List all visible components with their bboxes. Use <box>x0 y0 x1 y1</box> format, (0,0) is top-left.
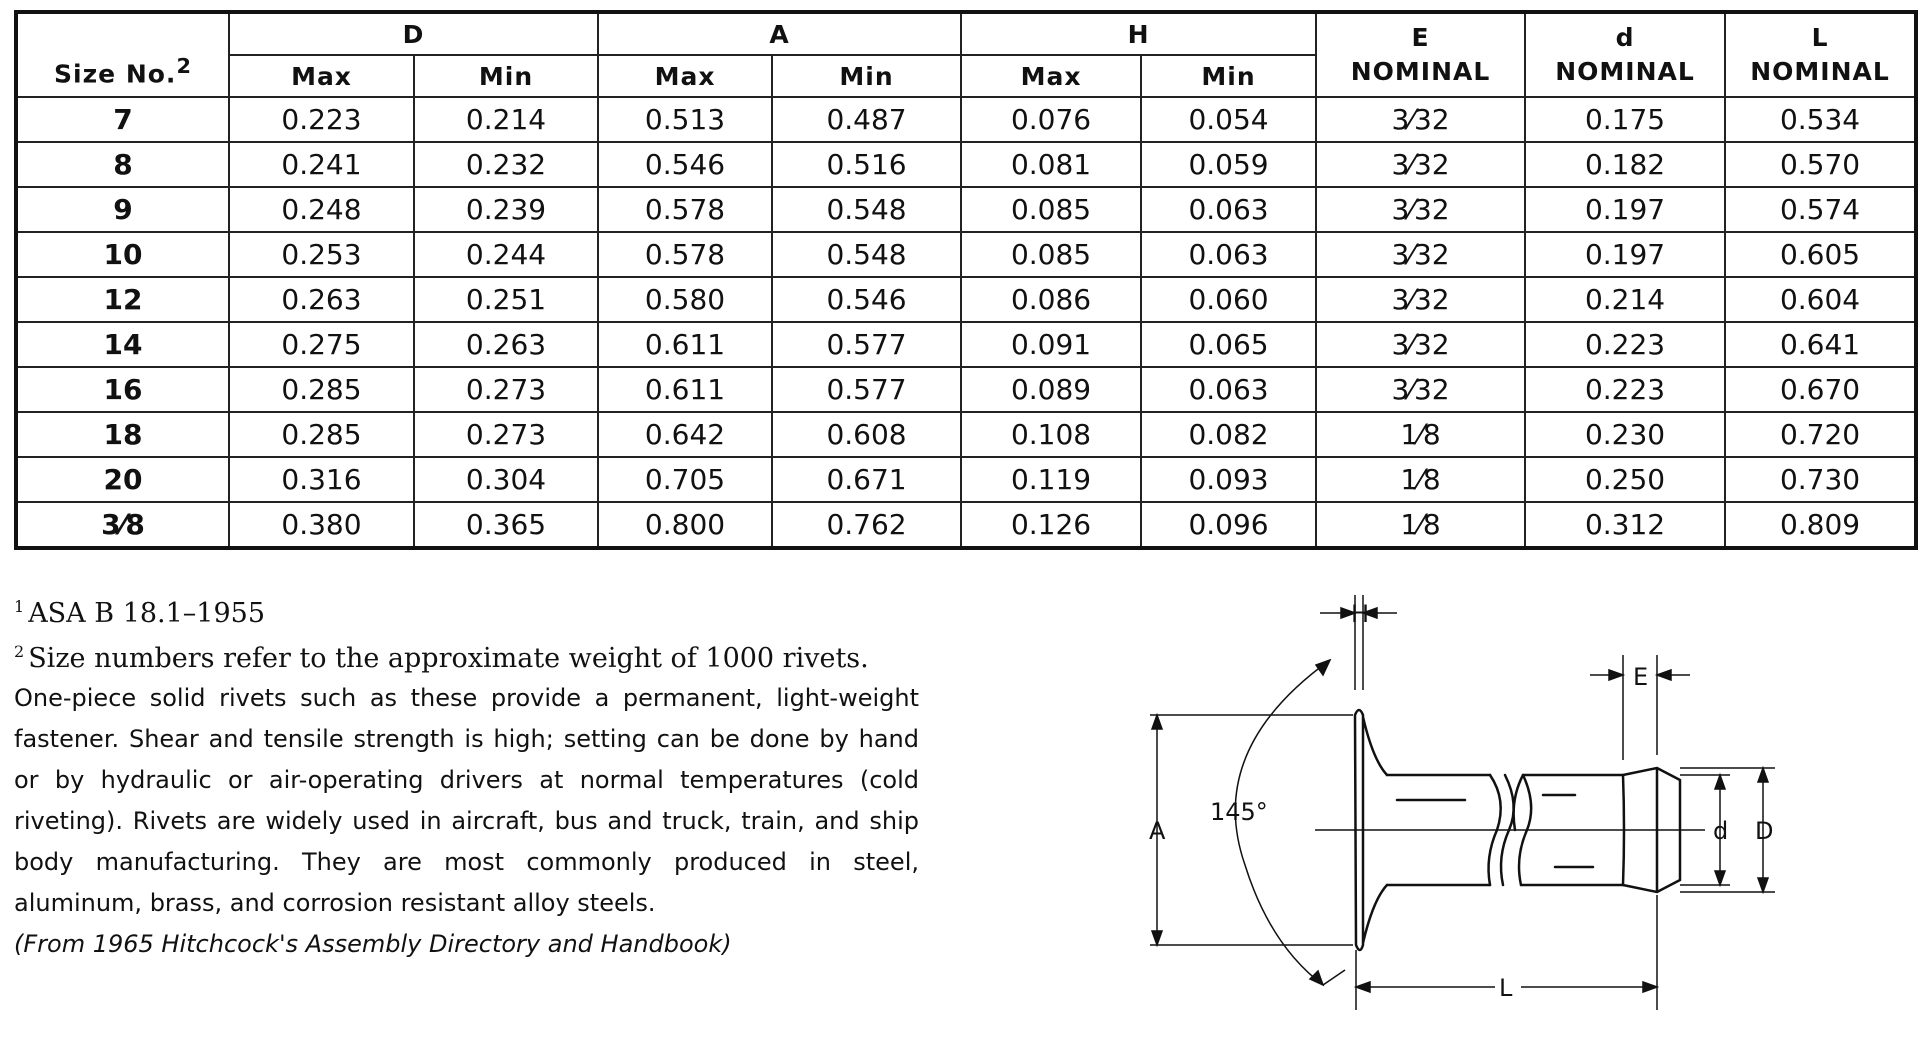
A-min-header: Min <box>772 55 961 97</box>
label-d: d <box>1713 817 1729 845</box>
group-header-A: A <box>598 12 961 55</box>
cell-h-min: 0.060 <box>1141 277 1316 322</box>
cell-d-nominal: 0.223 <box>1525 322 1725 367</box>
cell-l-nominal: 0.670 <box>1725 367 1916 412</box>
source-citation: (From 1965 Hitchcock's Assembly Directory and Handbook) <box>14 930 732 958</box>
label-L: L <box>1499 974 1513 1002</box>
cell-h-min: 0.054 <box>1141 97 1316 142</box>
footnote-2-marker: 2 <box>176 53 192 78</box>
cell-a-max: 0.642 <box>598 412 772 457</box>
cell-size: 8 <box>16 142 229 187</box>
cell-l-nominal: 0.534 <box>1725 97 1916 142</box>
cell-d-nominal: 0.197 <box>1525 187 1725 232</box>
rivet-diagram <box>1135 595 1775 1015</box>
rivet-description: One-piece solid rivets such as these provide a permanent, light-weight fastener. Shear and tensile strength is high; setting can be done by hand or by hydraulic or air-operating drivers at normal temperatures (cold riveting). Rivets are widely used in aircraft, bus and truck, train, and ship body manufacturing. They are most commonly produced in steel, aluminum, brass, and corrosion resistant alloy steels. <box>14 684 919 917</box>
cell-e-nominal: 3⁄32 <box>1316 232 1525 277</box>
cell-h-max: 0.108 <box>961 412 1141 457</box>
table-row <box>16 502 1916 548</box>
cell-d-min: 0.239 <box>414 187 598 232</box>
header-E-word: NOMINAL <box>1350 57 1491 86</box>
group-header-D: D <box>229 12 598 55</box>
label-H: H <box>1351 600 1370 628</box>
table-body <box>16 97 1916 548</box>
cell-a-max: 0.705 <box>598 457 772 502</box>
rivet-dimensions-table-wrapper <box>14 10 1914 550</box>
A-max-header: Max <box>598 55 772 97</box>
cell-a-min: 0.548 <box>772 187 961 232</box>
cell-size: 10 <box>16 232 229 277</box>
cell-d-max: 0.285 <box>229 412 414 457</box>
cell-d-min: 0.273 <box>414 412 598 457</box>
footnote-1 <box>14 588 919 633</box>
cell-e-nominal: 3⁄32 <box>1316 97 1525 142</box>
D-min-header: Min <box>414 55 598 97</box>
cell-size: 20 <box>16 457 229 502</box>
notes-block <box>14 588 919 964</box>
cell-h-max: 0.086 <box>961 277 1141 322</box>
cell-a-max: 0.513 <box>598 97 772 142</box>
cell-d-min: 0.273 <box>414 367 598 412</box>
cell-a-max: 0.611 <box>598 322 772 367</box>
label-D: D <box>1755 817 1774 845</box>
cell-l-nominal: 0.605 <box>1725 232 1916 277</box>
cell-a-min: 0.608 <box>772 412 961 457</box>
header-d-nominal <box>1525 12 1725 97</box>
cell-a-max: 0.580 <box>598 277 772 322</box>
cell-a-min: 0.548 <box>772 232 961 277</box>
table-row <box>16 412 1916 457</box>
table-row <box>16 457 1916 502</box>
header-L-nominal <box>1725 12 1916 97</box>
rivet-dimensions-table <box>14 10 1918 550</box>
cell-h-min: 0.096 <box>1141 502 1316 548</box>
cell-size: 18 <box>16 412 229 457</box>
H-min-header: Min <box>1141 55 1316 97</box>
table-row <box>16 232 1916 277</box>
footnote-2 <box>14 633 919 678</box>
cell-d-min: 0.304 <box>414 457 598 502</box>
cell-d-nominal: 0.250 <box>1525 457 1725 502</box>
cell-h-max: 0.091 <box>961 322 1141 367</box>
cell-a-max: 0.546 <box>598 142 772 187</box>
cell-h-max: 0.126 <box>961 502 1141 548</box>
cell-h-min: 0.063 <box>1141 187 1316 232</box>
cell-h-min: 0.093 <box>1141 457 1316 502</box>
cell-e-nominal: 3⁄32 <box>1316 367 1525 412</box>
table-row <box>16 142 1916 187</box>
cell-h-max: 0.119 <box>961 457 1141 502</box>
cell-a-min: 0.577 <box>772 367 961 412</box>
cell-size: 14 <box>16 322 229 367</box>
header-d-letter: d <box>1615 23 1635 52</box>
label-angle: 145° <box>1210 798 1268 826</box>
H-max-header: Max <box>961 55 1141 97</box>
cell-d-max: 0.223 <box>229 97 414 142</box>
cell-h-max: 0.089 <box>961 367 1141 412</box>
label-A: A <box>1149 817 1166 845</box>
cell-h-min: 0.063 <box>1141 232 1316 277</box>
cell-h-max: 0.085 <box>961 232 1141 277</box>
cell-size: 12 <box>16 277 229 322</box>
cell-d-max: 0.248 <box>229 187 414 232</box>
cell-d-nominal: 0.175 <box>1525 97 1725 142</box>
cell-a-min: 0.516 <box>772 142 961 187</box>
cell-d-max: 0.263 <box>229 277 414 322</box>
header-d-word: NOMINAL <box>1555 57 1695 86</box>
cell-h-min: 0.082 <box>1141 412 1316 457</box>
table-row <box>16 367 1916 412</box>
cell-d-min: 0.214 <box>414 97 598 142</box>
cell-d-min: 0.263 <box>414 322 598 367</box>
cell-l-nominal: 0.574 <box>1725 187 1916 232</box>
header-L-letter: L <box>1811 23 1829 52</box>
cell-d-max: 0.316 <box>229 457 414 502</box>
cell-l-nominal: 0.730 <box>1725 457 1916 502</box>
table-row <box>16 97 1916 142</box>
cell-h-min: 0.059 <box>1141 142 1316 187</box>
table-row <box>16 322 1916 367</box>
cell-d-max: 0.285 <box>229 367 414 412</box>
header-E-nominal <box>1316 12 1525 97</box>
cell-a-max: 0.611 <box>598 367 772 412</box>
cell-a-min: 0.546 <box>772 277 961 322</box>
cell-d-max: 0.241 <box>229 142 414 187</box>
cell-e-nominal: 3⁄32 <box>1316 322 1525 367</box>
cell-d-nominal: 0.223 <box>1525 367 1725 412</box>
table-row <box>16 277 1916 322</box>
table-row <box>16 187 1916 232</box>
cell-h-max: 0.081 <box>961 142 1141 187</box>
size-no-header <box>16 12 229 97</box>
cell-h-max: 0.076 <box>961 97 1141 142</box>
cell-e-nominal: 3⁄32 <box>1316 142 1525 187</box>
cell-size: 9 <box>16 187 229 232</box>
cell-l-nominal: 0.604 <box>1725 277 1916 322</box>
cell-size: 3⁄8 <box>16 502 229 548</box>
cell-a-max: 0.800 <box>598 502 772 548</box>
label-E: E <box>1633 663 1649 691</box>
cell-l-nominal: 0.720 <box>1725 412 1916 457</box>
footnote-2-number: 2 <box>14 642 25 661</box>
cell-d-max: 0.380 <box>229 502 414 548</box>
cell-d-nominal: 0.197 <box>1525 232 1725 277</box>
cell-d-min: 0.251 <box>414 277 598 322</box>
header-L-word: NOMINAL <box>1750 57 1890 86</box>
cell-l-nominal: 0.809 <box>1725 502 1916 548</box>
cell-l-nominal: 0.570 <box>1725 142 1916 187</box>
cell-d-nominal: 0.182 <box>1525 142 1725 187</box>
cell-a-max: 0.578 <box>598 232 772 277</box>
cell-a-min: 0.577 <box>772 322 961 367</box>
cell-d-min: 0.365 <box>414 502 598 548</box>
cell-e-nominal: 3⁄32 <box>1316 277 1525 322</box>
D-max-header: Max <box>229 55 414 97</box>
cell-d-nominal: 0.230 <box>1525 412 1725 457</box>
cell-d-nominal: 0.312 <box>1525 502 1725 548</box>
cell-d-max: 0.275 <box>229 322 414 367</box>
cell-d-min: 0.232 <box>414 142 598 187</box>
cell-d-nominal: 0.214 <box>1525 277 1725 322</box>
group-header-H: H <box>961 12 1316 55</box>
cell-l-nominal: 0.641 <box>1725 322 1916 367</box>
header-E-letter: E <box>1411 23 1430 52</box>
footnote-1-number: 1 <box>14 597 25 616</box>
cell-e-nominal: 1⁄8 <box>1316 457 1525 502</box>
header-group-row <box>16 12 1916 55</box>
cell-a-min: 0.671 <box>772 457 961 502</box>
cell-a-min: 0.487 <box>772 97 961 142</box>
size-no-label: Size No. <box>54 59 177 88</box>
cell-d-min: 0.244 <box>414 232 598 277</box>
cell-a-max: 0.578 <box>598 187 772 232</box>
cell-h-min: 0.065 <box>1141 322 1316 367</box>
cell-e-nominal: 3⁄32 <box>1316 187 1525 232</box>
cell-a-min: 0.762 <box>772 502 961 548</box>
cell-size: 7 <box>16 97 229 142</box>
cell-h-min: 0.063 <box>1141 367 1316 412</box>
cell-h-max: 0.085 <box>961 187 1141 232</box>
footnote-2-text: Size numbers refer to the approximate weight of 1000 rivets. <box>28 643 869 674</box>
cell-e-nominal: 1⁄8 <box>1316 502 1525 548</box>
cell-size: 16 <box>16 367 229 412</box>
cell-d-max: 0.253 <box>229 232 414 277</box>
cell-e-nominal: 1⁄8 <box>1316 412 1525 457</box>
footnote-1-text: ASA B 18.1–1955 <box>28 598 266 629</box>
